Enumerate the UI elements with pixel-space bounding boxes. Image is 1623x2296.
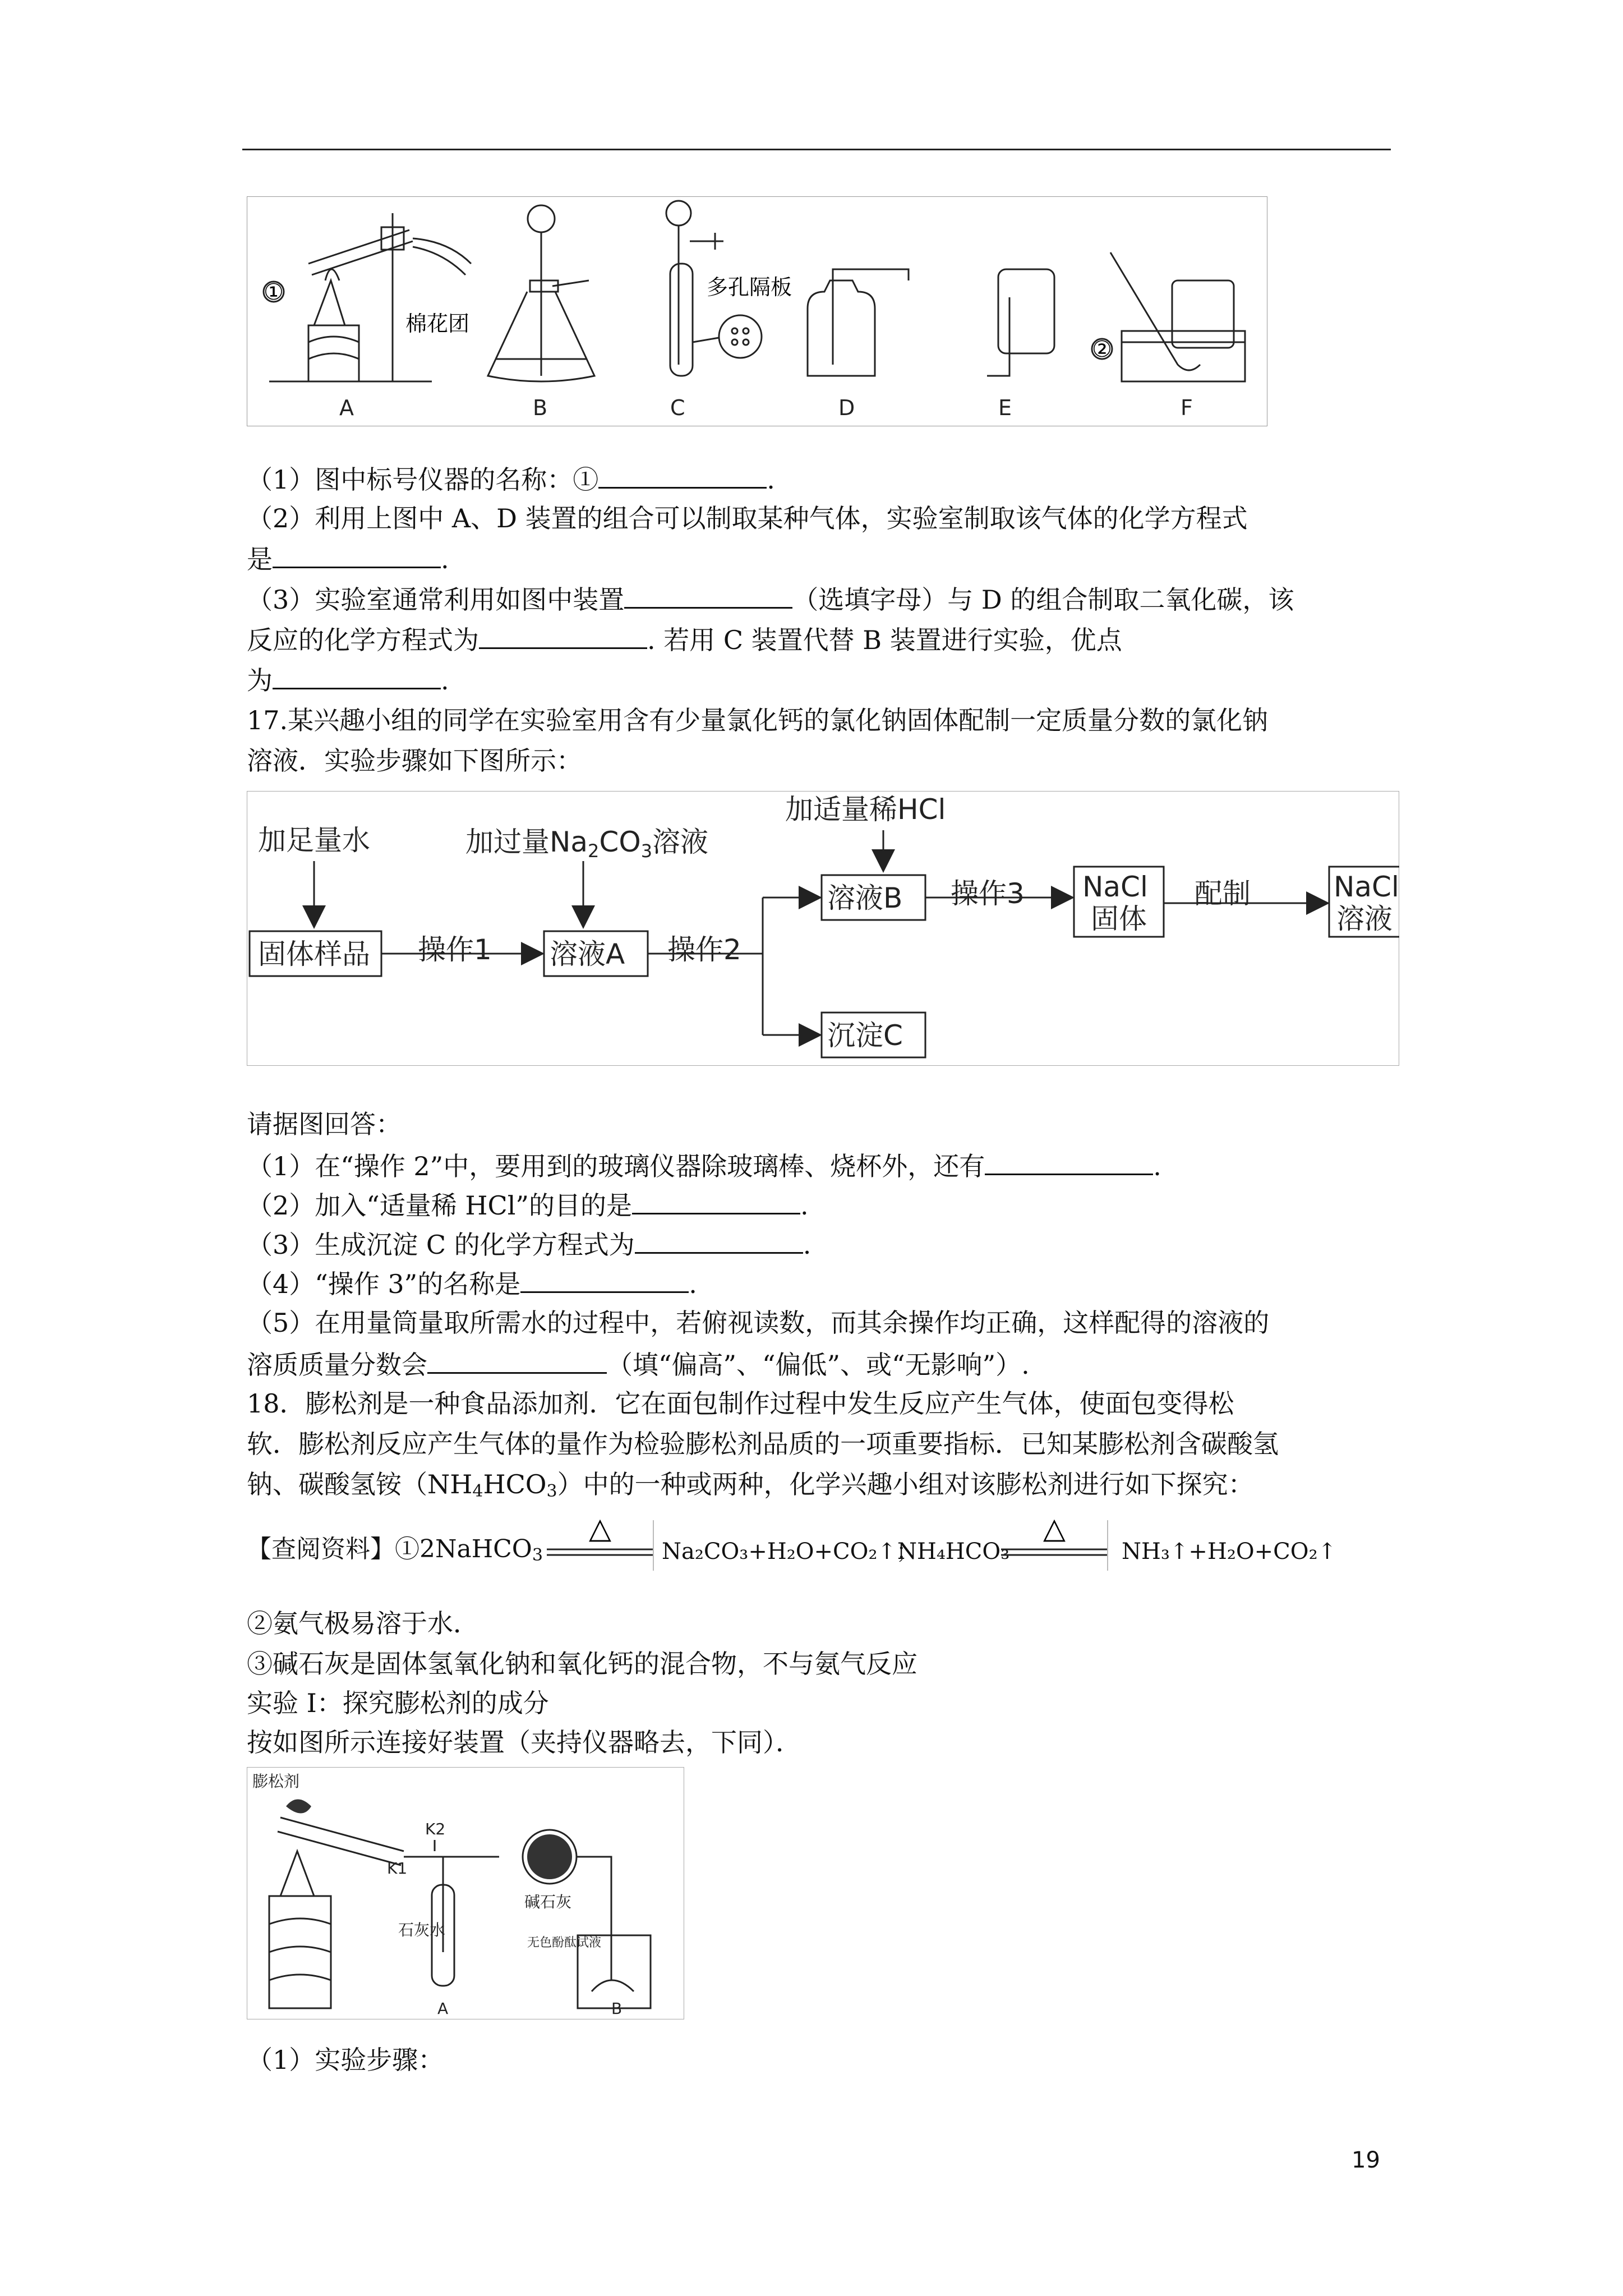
connect-instruction: 按如图所示连接好装置（夹持仪器略去，下同）． — [247, 1727, 801, 1757]
q17-intro-line2: 溶液．实验步骤如下图所示： — [247, 746, 582, 776]
q17-part2: （2）加入“适量稀 HCl”的目的是 . — [247, 1186, 809, 1223]
reference-2: ②氨气极易溶于水． — [247, 1608, 479, 1639]
nacl-solution-line2: 溶液 — [1336, 903, 1393, 935]
limewater-label: 石灰水 — [398, 1921, 446, 1939]
solution-b-box: 溶液B — [827, 882, 903, 914]
mark-2-label: ② — [1092, 337, 1112, 362]
q17-flowchart — [247, 791, 1399, 1066]
experiment-step1: （1）实验步骤： — [247, 2045, 444, 2075]
prepare-label: 配制 — [1195, 877, 1251, 910]
add-na2co3-label: 加过量$Na_2CO_3$溶液 — [465, 826, 709, 862]
answer-blank[interactable] — [520, 1264, 689, 1293]
delta-icon: △ — [1043, 1515, 1066, 1545]
op3-label: 操作3 — [951, 877, 1025, 910]
delta-icon: △ — [589, 1515, 611, 1545]
apparatus-e-icon — [987, 269, 1054, 376]
header-rule — [242, 149, 1391, 150]
add-water-label: 加足量水 — [258, 824, 370, 857]
precipitate-c-box: 沉淀C — [827, 1019, 903, 1052]
soda-lime-label: 碱石灰 — [524, 1893, 572, 1911]
leavening-apparatus-figure — [247, 1767, 684, 2019]
answer-blank[interactable] — [273, 661, 441, 689]
nacl-solid-line1: NaCl — [1082, 871, 1148, 903]
k2-label: K2 — [425, 1820, 446, 1838]
label-d: D — [838, 395, 855, 420]
q17-part3: （3）生成沉淀 C 的化学方程式为 . — [247, 1225, 811, 1263]
mark-1-label: ① — [264, 279, 284, 305]
label-c: C — [670, 395, 685, 420]
q17-intro-line1: 17.某兴趣小组的同学在实验室用含有少量氯化钙的氯化钠固体配制一定质量分数的氯化钠 — [247, 705, 1269, 735]
q17-ask: 请据图回答： — [247, 1109, 402, 1139]
reaction-arrow-2 — [998, 1515, 1110, 1576]
apparatus-figure-a-f — [247, 196, 1267, 426]
q17-part1: （1）在“操作 2”中，要用到的玻璃仪器除玻璃棒、烧杯外，还有 . — [247, 1147, 1161, 1184]
reference-3: ③碱石灰是固体氢氧化钠和氧化钙的混合物，不与氨气反应 — [247, 1649, 917, 1679]
q17-part5-line1: （5）在用量筒量取所需水的过程中，若俯视读数，而其余操作均正确，这样配得的溶液的 — [247, 1308, 1270, 1338]
q18-intro-line3: 钠、碳酸氢铵$(NH_4HCO_3)$中的一种或两种，化学兴趣小组对该膨松剂进行如下探究： — [247, 1469, 1254, 1501]
answer-blank[interactable] — [427, 1345, 607, 1374]
apparatus-a-icon — [264, 213, 471, 381]
q16-part1: （1）图中标号仪器的名称：① . — [247, 460, 775, 498]
page-number: 19 — [1352, 2147, 1380, 2173]
q16-part3-line2: 反应的化学方程式为 . 若用 C 装置代替 B 装置进行实验，优点 — [247, 620, 1122, 658]
reference-equations: 【查阅资料】①2NaHCO$_3$ — [247, 1535, 543, 1565]
phenolphthalein-label: 无色酚酞试液 — [527, 1936, 602, 1950]
apparatus-b-icon — [488, 205, 594, 381]
answer-blank[interactable] — [635, 1225, 803, 1254]
q18-intro-line1: 18．膨松剂是一种食品添加剂．它在面包制作过程中发生反应产生气体，使面包变得松 — [247, 1388, 1234, 1419]
label-a: A — [339, 395, 354, 420]
q16-part3-line3: 为 . — [247, 661, 449, 698]
q18-intro-line2: 软．膨松剂反应产生气体的量作为检验膨松剂品质的一项重要指标．已知某膨松剂含碳酸氢 — [247, 1429, 1279, 1459]
k1-label: K1 — [387, 1859, 408, 1878]
answer-blank[interactable] — [632, 1186, 800, 1214]
q16-part2-line2: 是 . — [247, 540, 449, 577]
q17-part5-line2: 溶质质量分数会 （填“偏高”、“偏低”、或“无影响”）. — [247, 1345, 1030, 1383]
op2-label: 操作2 — [667, 933, 741, 966]
add-hcl-label: 加适量稀HCl — [785, 793, 946, 826]
answer-blank[interactable] — [985, 1147, 1153, 1175]
apparatus-f-icon — [1092, 252, 1245, 381]
apparatus-d-icon — [808, 269, 909, 376]
porous-plate-label: 多孔隔板 — [707, 275, 792, 300]
label-b2: B — [611, 1999, 623, 2018]
answer-blank[interactable] — [273, 540, 441, 568]
q16-part2-line1: （2）利用上图中 A、D 装置的组合可以制取某种气体，实验室制取该气体的化学方程式 — [247, 503, 1248, 533]
label-e: E — [998, 395, 1012, 420]
leavening-agent-label: 膨松剂 — [252, 1772, 300, 1791]
label-a2: A — [437, 1999, 449, 2018]
experiment-1-title: 实验 I：探究膨松剂的成分 — [247, 1688, 549, 1718]
nacl-solid-line2: 固体 — [1091, 903, 1147, 935]
reaction-arrow-1 — [544, 1515, 656, 1576]
q17-part4: （4）“操作 3”的名称是 . — [247, 1264, 697, 1302]
eq2-products: NH₃↑+H₂O+CO₂↑ — [1122, 1539, 1337, 1565]
answer-blank[interactable] — [624, 580, 792, 609]
label-f: F — [1181, 395, 1193, 420]
nacl-solution-line1: NaCl — [1334, 871, 1399, 903]
eq2-reactant: NH₄HCO₃ — [897, 1539, 1010, 1565]
solution-a-box: 溶液A — [550, 938, 625, 970]
q16-part3-line1: （3）实验室通常利用如图中装置 （选填字母）与 D 的组合制取二氧化碳，该 — [247, 580, 1294, 618]
answer-blank[interactable] — [598, 460, 767, 489]
op1-label: 操作1 — [418, 933, 492, 966]
eq1-products: Na₂CO₃+H₂O+CO₂↑； — [662, 1539, 919, 1565]
cotton-label: 棉花团 — [405, 311, 470, 336]
answer-blank[interactable] — [479, 620, 647, 649]
label-b: B — [533, 395, 548, 420]
sample-box: 固体样品 — [258, 938, 370, 970]
